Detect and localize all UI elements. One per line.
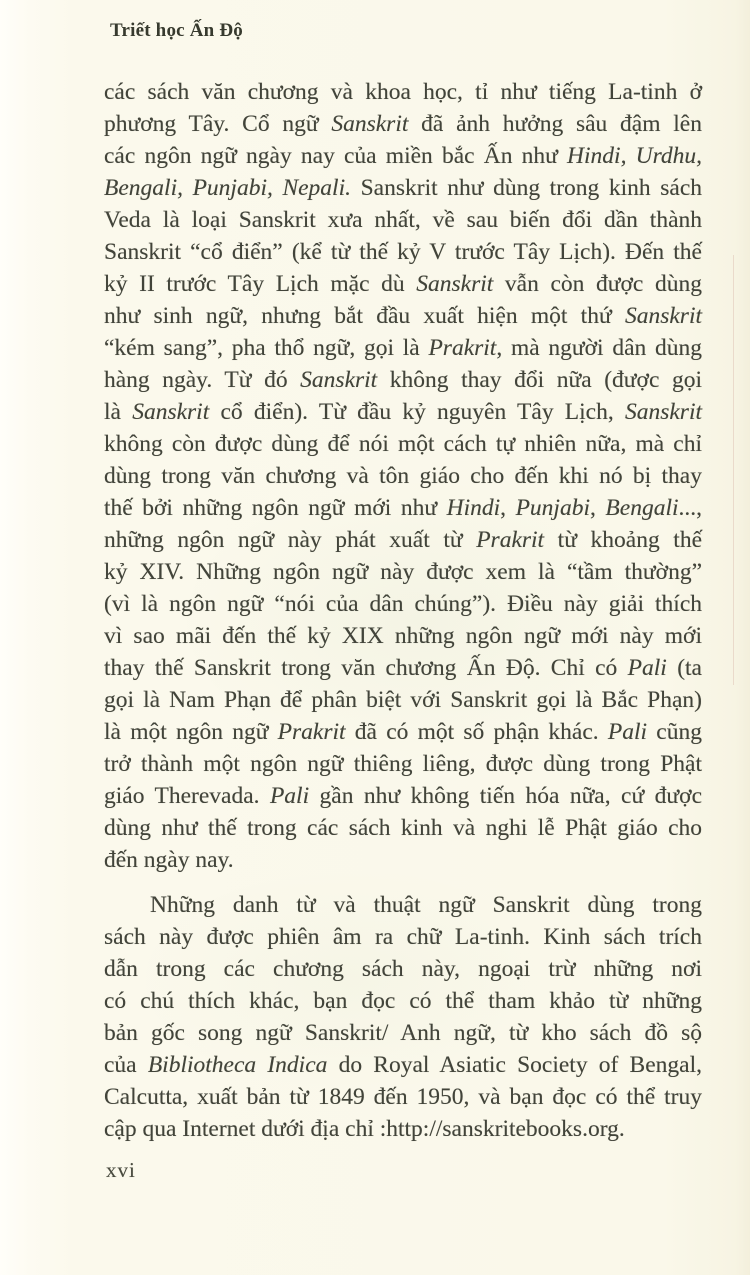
text-line (104, 953, 702, 985)
text-line (104, 684, 702, 716)
italic-term: Bengali, Punjabi, Nepali. (104, 175, 351, 201)
text-segment: không còn được dùng để nói một cách tự nhiên nữa, mà chỉ (104, 431, 702, 457)
text-line (104, 985, 702, 1017)
text-segment: cổ điển). Từ đầu kỷ nguyên Tây Lịch, (209, 399, 625, 425)
italic-term: Hindi (446, 495, 501, 521)
italic-term: Sanskrit (624, 303, 702, 329)
text-line (104, 652, 702, 684)
italic-term: Pali (627, 655, 667, 681)
text-segment: hàng ngày. Từ đó (104, 367, 301, 393)
text-segment: trở thành một ngôn ngữ thiêng liêng, được dùng trong Phật (104, 751, 702, 777)
paragraph (104, 889, 702, 1145)
text-line (104, 204, 702, 236)
text-segment: từ khoảng thế (544, 527, 703, 553)
text-line (104, 812, 702, 844)
text-segment: gần như không tiến hóa nữa, cứ được (309, 783, 702, 809)
text-line (104, 492, 702, 524)
text-block (104, 76, 702, 1145)
text-segment: do Royal Asiatic Society of Bengal, (327, 1052, 702, 1078)
text-line (104, 844, 702, 876)
italic-term: Sanskrit (624, 399, 703, 425)
italic-term: Sanskrit (132, 399, 210, 425)
text-segment: , mà người dân dùng (496, 335, 702, 361)
text-segment: là (104, 399, 133, 425)
text-line (104, 1113, 702, 1145)
text-segment: sách này được phiên âm ra chữ La-tinh. Kinh sách trích (104, 924, 702, 950)
text-line (104, 1081, 702, 1113)
running-header: Triết học Ấn Độ (110, 20, 243, 41)
text-segment: bản gốc song ngữ Sanskrit/ Anh ngữ, từ kho sách đồ sộ (104, 1020, 702, 1046)
text-line (104, 108, 702, 140)
text-line (104, 300, 702, 332)
text-line (104, 524, 702, 556)
text-line (104, 236, 702, 268)
text-line (104, 140, 702, 172)
text-segment: các sách văn chương và khoa học, tỉ như tiếng La-tinh ở (104, 79, 702, 105)
text-segment: kỷ II trước Tây Lịch mặc dù (104, 271, 417, 297)
text-segment: (vì là ngôn ngữ “nói của dân chúng”). Điều này giải thích (104, 591, 702, 617)
text-line (104, 1049, 702, 1081)
text-line (104, 428, 702, 460)
text-line (104, 364, 702, 396)
paragraph (104, 76, 702, 876)
text-segment: phương Tây. Cổ ngữ (104, 111, 332, 137)
text-segment: gọi là Nam Phạn để phân biệt với Sanskrit gọi là Bắc Phạn) (104, 687, 702, 713)
text-segment: ..., (678, 495, 703, 521)
text-line (104, 76, 702, 108)
text-segment: “kém sang”, pha thổ ngữ, gọi là (104, 335, 429, 361)
text-segment: , (590, 495, 606, 521)
italic-term: Pali (269, 783, 310, 809)
text-segment: Sanskrit “cổ điển” (kể từ thế kỷ V trước Tây Lịch). Đến thế (104, 239, 702, 265)
italic-term: Punjabi (515, 495, 590, 521)
text-segment: là một ngôn ngữ (104, 719, 278, 745)
text-segment: dùng như thế trong các sách kinh và nghi lễ Phật giáo cho (104, 815, 702, 841)
text-segment: đã ảnh hưởng sâu đậm lên (408, 111, 702, 137)
text-line (104, 780, 702, 812)
text-segment: dẫn trong các chương sách này, ngoại trừ những nơi (104, 956, 702, 982)
italic-term: Bibliotheca Indica (147, 1052, 328, 1078)
text-segment: giáo Therevada. (104, 783, 270, 809)
text-segment: như sinh ngữ, nhưng bắt đầu xuất hiện một thứ (104, 303, 625, 329)
italic-term: Sanskrit (416, 271, 494, 297)
text-line (104, 716, 702, 748)
italic-term: Prakrit (428, 335, 497, 361)
text-segment: cũng (647, 719, 702, 745)
text-line (104, 332, 702, 364)
italic-term: Bengali (605, 495, 679, 521)
text-line (104, 921, 702, 953)
italic-term: Prakrit (476, 527, 545, 553)
text-segment: dùng trong văn chương và tôn giáo cho đến khi nó bị thay (104, 463, 702, 489)
text-line (104, 268, 702, 300)
text-line (104, 588, 702, 620)
text-segment: của (104, 1052, 148, 1078)
text-segment: đến ngày nay. (104, 847, 234, 873)
text-line (104, 460, 702, 492)
text-segment: đã có một số phận khác. (345, 719, 608, 745)
italic-term: Sanskrit (300, 367, 378, 393)
text-segment: kỷ XIV. Những ngôn ngữ này được xem là “tầm thường” (104, 559, 702, 585)
text-segment: không thay đổi nữa (được gọi (377, 367, 702, 393)
page-crease-artifact (733, 255, 734, 685)
text-line (104, 1017, 702, 1049)
text-line (104, 620, 702, 652)
text-segment: Veda là loại Sanskrit xưa nhất, về sau biến đổi dần thành (104, 207, 702, 233)
text-segment: Những danh từ và thuật ngữ Sanskrit dùng trong (150, 892, 702, 918)
text-segment: thay thế Sanskrit trong văn chương Ấn Độ. Chỉ có (104, 655, 628, 681)
italic-term: Hindi, Urdhu, (567, 143, 702, 169)
italic-term: Sanskrit (331, 111, 409, 137)
text-segment: , (500, 495, 516, 521)
text-segment: những ngôn ngữ này phát xuất từ (104, 527, 477, 553)
text-segment: cập qua Internet dưới địa chỉ :http://sanskritebooks.org. (104, 1116, 625, 1142)
page-number: xvi (106, 1158, 136, 1182)
italic-term: Prakrit (277, 719, 346, 745)
text-segment: vì sao mãi đến thế kỷ XIX những ngôn ngữ mới này mới (104, 623, 702, 649)
text-segment: các ngôn ngữ ngày nay của miền bắc Ấn như (104, 143, 568, 169)
text-line (104, 396, 702, 428)
italic-term: Pali (607, 719, 648, 745)
text-line (104, 748, 702, 780)
text-segment: thế bởi những ngôn ngữ mới như (104, 495, 447, 521)
text-segment: vẫn còn được dùng (493, 271, 702, 297)
text-segment: Calcutta, xuất bản từ 1849 đến 1950, và bạn đọc có thể truy (104, 1084, 702, 1110)
text-segment: Sanskrit như dùng trong kinh sách (351, 175, 703, 201)
text-line (104, 556, 702, 588)
text-segment: (ta (666, 655, 702, 681)
text-segment: có chú thích khác, bạn đọc có thể tham khảo từ những (104, 988, 702, 1014)
text-line (104, 172, 702, 204)
text-line (104, 889, 702, 921)
